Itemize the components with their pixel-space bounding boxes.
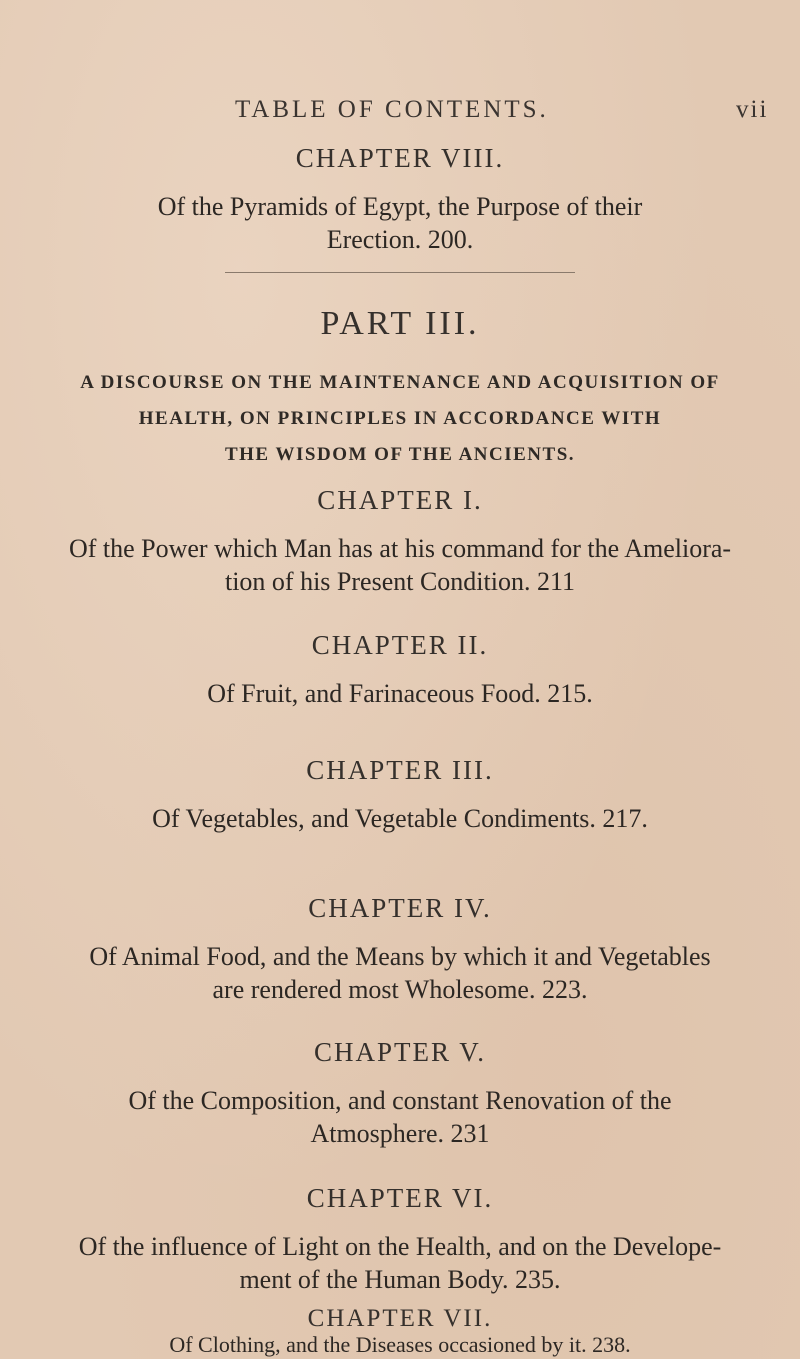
- chapter-entry: [0, 1084, 800, 1150]
- chapter-heading: CHAPTER VII.: [307, 1305, 493, 1332]
- chapter-heading: CHAPTER I.: [317, 485, 483, 515]
- chapter-heading: CHAPTER V.: [313, 1037, 487, 1067]
- chapter-entry: [0, 190, 800, 256]
- description-line: THE WISDOM OF THE ANCIENTS.: [224, 444, 576, 465]
- page-number: vii: [736, 96, 769, 123]
- entry-line: Of the Composition, and constant Renovation of the: [128, 1086, 672, 1115]
- entry-line: Of Animal Food, and the Means by which it and Vegetables: [89, 942, 711, 971]
- running-head: TABLE OF CONTENTS.: [235, 96, 549, 123]
- entry-line: Of Clothing, and the Diseases occasioned by it. 238.: [169, 1332, 631, 1357]
- chapter-entry: [0, 940, 800, 1006]
- description-line: A DISCOURSE ON THE MAINTENANCE AND ACQUISITION OF: [80, 372, 720, 393]
- description-line: HEALTH, ON PRINCIPLES IN ACCORDANCE WITH: [138, 408, 662, 429]
- chapter-heading: CHAPTER IV.: [308, 893, 492, 923]
- entry-line: Of Fruit, and Farinaceous Food. 215.: [207, 679, 593, 708]
- chapter-heading: CHAPTER II.: [311, 630, 489, 660]
- part-description: [0, 365, 800, 473]
- entry-line: Of Vegetables, and Vegetable Condiments. 217.: [152, 804, 648, 833]
- entry-line: are rendered most Wholesome. 223.: [212, 975, 588, 1004]
- chapter-heading: CHAPTER VI.: [306, 1183, 494, 1213]
- chapter-entry: [0, 1332, 800, 1358]
- entry-line: tion of his Present Condition. 211: [224, 567, 576, 596]
- chapter-entry: [0, 532, 800, 598]
- entry-line: Atmosphere. 231: [310, 1119, 490, 1148]
- entry-line: Of the influence of Light on the Health, and on the Develope-: [78, 1232, 722, 1261]
- chapter-entry: [0, 677, 800, 710]
- chapter-heading: CHAPTER III.: [306, 755, 494, 785]
- part-title: PART III.: [320, 305, 480, 342]
- entry-line: Of the Power which Man has at his command for the Ameliora-: [68, 534, 732, 563]
- section-divider: [225, 272, 575, 273]
- chapter-heading: CHAPTER VIII.: [295, 143, 505, 173]
- entry-line: ment of the Human Body. 235.: [239, 1265, 561, 1294]
- chapter-entry: [0, 802, 800, 835]
- chapter-entry: [0, 1230, 800, 1296]
- entry-line: Erection. 200.: [326, 225, 474, 254]
- entry-line: Of the Pyramids of Egypt, the Purpose of their: [157, 192, 643, 221]
